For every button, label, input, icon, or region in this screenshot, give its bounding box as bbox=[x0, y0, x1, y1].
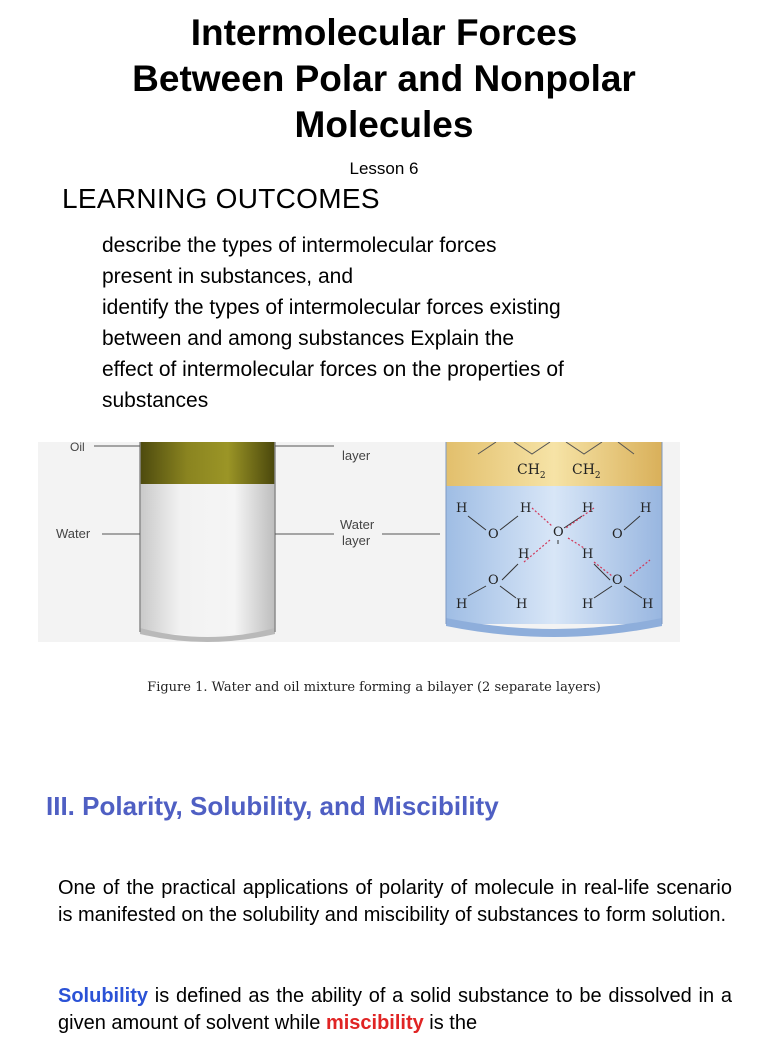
molecular-cylinder bbox=[446, 442, 662, 637]
title-line-1: Intermolecular Forces bbox=[190, 12, 578, 53]
keyword-miscibility: miscibility bbox=[325, 1012, 424, 1034]
oxygen-atom: O bbox=[488, 527, 499, 542]
figure-caption: Figure 1. Water and oil mixture forming a bilayer (2 separate layers) bbox=[147, 680, 601, 695]
outcome-line: substances bbox=[102, 389, 209, 412]
oil-layer-label: layer bbox=[342, 448, 371, 463]
oxygen-atom: O bbox=[612, 573, 623, 588]
hydrogen-atom: H bbox=[516, 597, 528, 612]
section-heading: III. Polarity, Solubility, and Miscibility bbox=[46, 791, 499, 821]
page-title bbox=[0, 10, 768, 148]
oil-water-figure bbox=[38, 442, 680, 642]
outcome-line: effect of intermolecular forces on the properties of bbox=[102, 358, 564, 381]
oxygen-atom: O bbox=[553, 525, 564, 540]
hydrogen-atom: H bbox=[642, 597, 654, 612]
water-layer-label-2: layer bbox=[342, 533, 371, 548]
cylinder-water-layer bbox=[446, 486, 662, 624]
cylinder-oil-layer bbox=[446, 442, 662, 486]
hydrogen-atom: H bbox=[456, 501, 468, 516]
ch2-label: $CH_2$ bbox=[572, 462, 601, 481]
oxygen-atom: O bbox=[488, 573, 499, 588]
hydrogen-atom: H bbox=[582, 597, 594, 612]
learning-outcomes-list bbox=[102, 230, 702, 416]
vial bbox=[140, 442, 275, 642]
title-line-3: Molecules bbox=[294, 104, 474, 145]
oil-layer bbox=[140, 442, 275, 484]
oil-label: Oil bbox=[70, 442, 85, 454]
outcome-line: identify the types of intermolecular forces existing bbox=[102, 296, 561, 319]
definition-text-end: is the bbox=[423, 1012, 478, 1034]
water-layer-label-1: Water bbox=[340, 517, 375, 532]
outcome-line: between and among substances Explain the bbox=[102, 327, 515, 350]
intro-paragraph: One of the practical applications of polarity of molecule in real-life scenario is manifested on the solubility and miscibility of substances to form solution. bbox=[58, 877, 732, 926]
bilayer-illustration bbox=[38, 442, 680, 642]
hydrogen-atom: H bbox=[640, 501, 652, 516]
outcome-line: present in substances, and bbox=[102, 265, 353, 288]
outcome-line: describe the types of intermolecular forces bbox=[102, 234, 497, 257]
water-layer bbox=[140, 484, 275, 634]
keyword-solubility: Solubility bbox=[58, 985, 148, 1007]
hydrogen-atom: H bbox=[518, 547, 530, 562]
definition-text: is defined as the ability of a solid substance to be dissolved in a given amount of solvent while bbox=[58, 985, 732, 1034]
hydrogen-atom: H bbox=[520, 501, 532, 516]
hydrogen-atom: H bbox=[456, 597, 468, 612]
title-line-2: Between Polar and Nonpolar bbox=[132, 58, 636, 99]
lesson-number: Lesson 6 bbox=[349, 159, 419, 178]
oxygen-atom: O bbox=[612, 527, 623, 542]
ch2-label: $CH_2$ bbox=[517, 462, 546, 481]
water-label: Water bbox=[56, 526, 91, 541]
learning-outcomes-heading: LEARNING OUTCOMES bbox=[62, 183, 380, 214]
hydrogen-atom: H bbox=[582, 547, 594, 562]
hydrogen-atom: H bbox=[582, 501, 594, 516]
definition-paragraph bbox=[58, 983, 732, 1037]
